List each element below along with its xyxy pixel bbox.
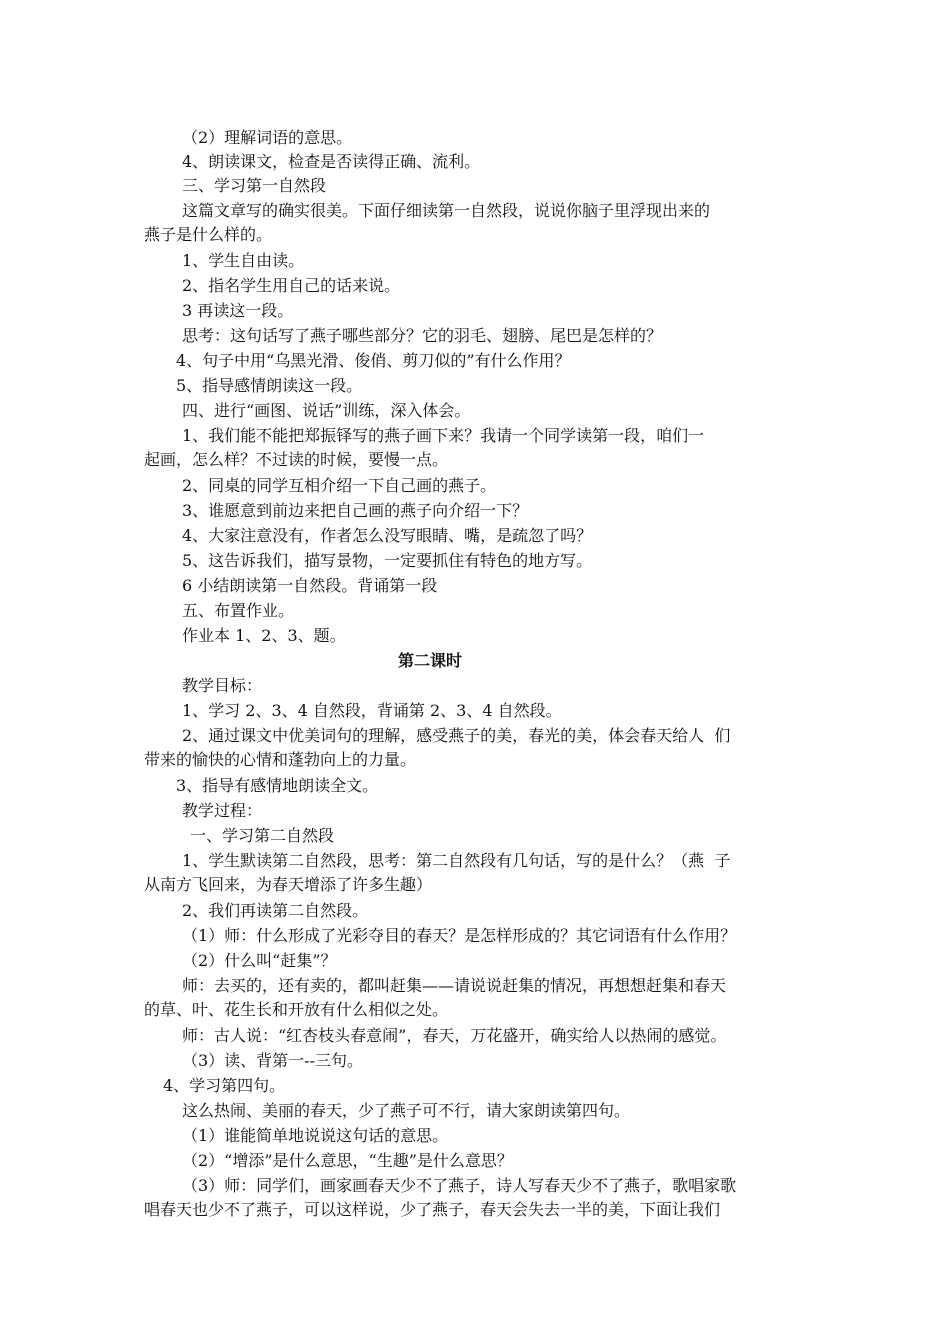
text-line: 3、指导有感情地朗读全文。 [176,776,379,795]
text-line: 4、句子中用“乌黑光滑、俊俏、剪刀似的”有什么作用？ [176,351,571,370]
text-line: 一、学习第二自然段 [190,826,335,845]
text-line: （3）读、背第一--三句。 [182,1051,363,1070]
section-title: 第二课时 [398,651,463,670]
text-line: 3 再读这一段。 [182,301,294,320]
text-line: 的草、叶、花生长和开放有什么相似之处。 [144,1000,449,1019]
text-line: 带来的愉快的心情和蓬勃向上的力量。 [144,750,417,769]
text-line: 这么热闹、美丽的春天，少了燕子可不行，请大家朗读第四句。 [182,1101,631,1120]
text-line: 教学目标： [182,676,263,695]
text-line: 6 小结朗读第一自然段。背诵第一段 [182,576,438,595]
text-line: 师：古人说：“红杏枝头春意闹”，春天，万花盛开，确实给人以热闹的感觉。 [182,1026,727,1045]
text-line: 1、我们能不能把郑振铎写的燕子画下来？我请一个同学读第一段，咱们一 [182,426,705,445]
text-line: 起画，怎么样？不过读的时候，要慢一点。 [144,450,449,469]
text-line: 师：去买的，还有卖的，都叫赶集——请说说赶集的情况，再想想赶集和春天 [182,976,727,995]
text-line: 思考：这句话写了燕子哪些部分？它的羽毛、翅膀、尾巴是怎样的？ [182,326,663,345]
text-line: 2、同桌的同学互相介绍一下自己画的燕子。 [182,476,497,495]
text-line: 4、学习第四句。 [163,1076,286,1095]
text-line: 1、学生自由读。 [182,251,305,270]
text-line: 唱春天也少不了燕子，可以这样说，少了燕子，春天会失去一半的美，下面让我们 [144,1200,721,1219]
text-line: 三、学习第一自然段 [182,176,327,195]
text-line: 1、学习 2、3、4 自然段，背诵第 2、3、4 自然段。 [182,701,562,720]
text-line: （2）什么叫“赶集”？ [182,951,337,970]
text-line: （1）师：什么形成了光彩夺目的春天？是怎样形成的？其它词语有什么作用？ [182,926,737,945]
text-line: （1）谁能简单地说说这句话的意思。 [182,1126,449,1145]
text-line: 燕子是什么样的。 [144,225,273,244]
text-line: 5、这告诉我们，描写景物，一定要抓住有特色的地方写。 [182,551,593,570]
text-line: 五、布置作业。 [182,601,295,620]
text-line: （2）“增添”是什么意思，“生趣”是什么意思？ [182,1151,513,1170]
text-line: 2、我们再读第二自然段。 [182,901,369,920]
text-line: 1、学生默读第二自然段，思考：第二自然段有几句话，写的是什么？（燕 子 [182,851,731,870]
text-line: 2、指名学生用自己的话来说。 [182,276,401,295]
text-line: （3）师：同学们，画家画春天少不了燕子，诗人写春天少不了燕子，歌唱家歌 [182,1176,737,1195]
text-line: 教学过程： [182,801,263,820]
text-line: 从南方飞回来，为春天增添了许多生趣） [144,875,433,894]
text-line: 4、大家注意没有，作者怎么没写眼睛、嘴，是疏忽了吗？ [182,526,593,545]
text-line: 作业本 1、2、3、题。 [182,626,346,645]
text-line: 3、谁愿意到前边来把自己画的燕子向介绍一下？ [182,501,529,520]
text-line: 四、进行“画图、说话”训练，深入体会。 [182,401,471,420]
text-line: 2、通过课文中优美词句的理解，感受燕子的美，春光的美，体会春天给人 们 [182,726,731,745]
text-line: 4、朗读课文，检查是否读得正确、流利。 [182,152,481,171]
text-line: 5、指导感情朗读这一段。 [176,376,363,395]
text-line: （2）理解词语的意思。 [182,128,353,147]
text-line: 这篇文章写的确实很美。下面仔细读第一自然段，说说你脑子里浮现出来的 [182,201,711,220]
